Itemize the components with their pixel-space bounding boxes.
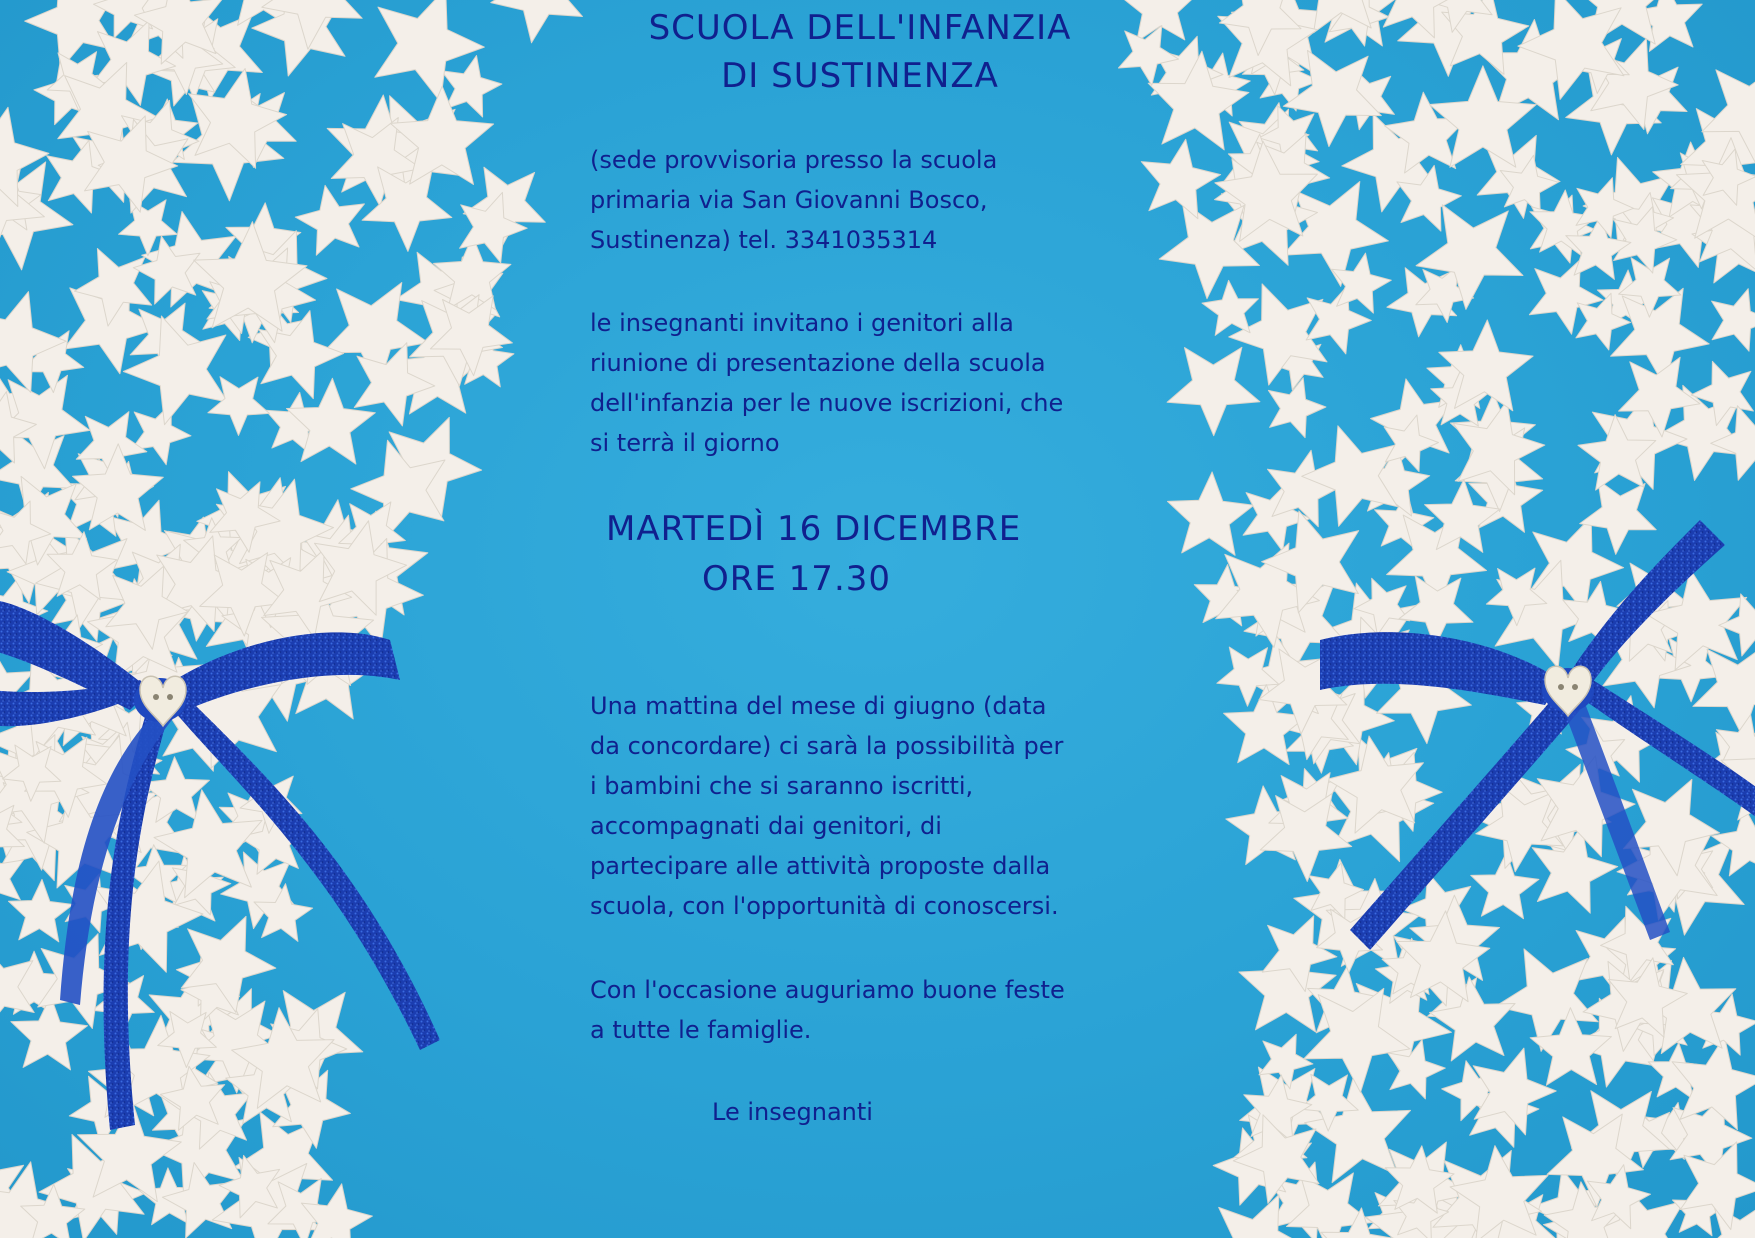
school-title [560,4,1160,100]
june-line: Una mattina del mese di giugno (data [590,692,1047,720]
june-activity-paragraph [590,686,1190,926]
invitation-paragraph [590,303,1190,463]
address-paragraph [590,140,1150,260]
june-line: accompagnati dai genitori, di [590,812,942,840]
event-date: MARTEDÌ 16 DICEMBRE [606,509,1022,549]
ribbon-bow-icon [0,600,440,1130]
wishes-line: a tutte le famiglie. [590,1016,812,1044]
invitation-line: dell'infanzia per le nuove iscrizioni, che [590,389,1064,417]
june-line: partecipare alle attività proposte dalla [590,852,1051,880]
wishes-line: Con l'occasione auguriamo buone feste [590,976,1065,1004]
june-line: scuola, con l'opportunità di conoscersi. [590,892,1059,920]
ribbon-bow-icon [1320,520,1755,950]
invitation-line: riunione di presentazione della scuola [590,349,1046,377]
june-line: i bambini che si saranno iscritti, [590,772,974,800]
address-line: primaria via San Giovanni Bosco, [590,186,988,214]
address-line: Sustinenza) tel. 3341035314 [590,226,938,254]
address-line: (sede provvisoria presso la scuola [590,146,998,174]
wishes-paragraph [590,970,1190,1050]
june-line: da concordare) ci sarà la possibilità per [590,732,1064,760]
event-datetime [606,504,1126,604]
invitation-line: le insegnanti invitano i genitori alla [590,309,1014,337]
title-line: SCUOLA DELL'INFANZIA [648,8,1072,48]
signature: Le insegnanti [712,1098,873,1126]
title-line: DI SUSTINENZA [721,56,999,96]
invitation-line: si terrà il giorno [590,429,780,457]
event-time: ORE 17.30 [702,559,892,599]
